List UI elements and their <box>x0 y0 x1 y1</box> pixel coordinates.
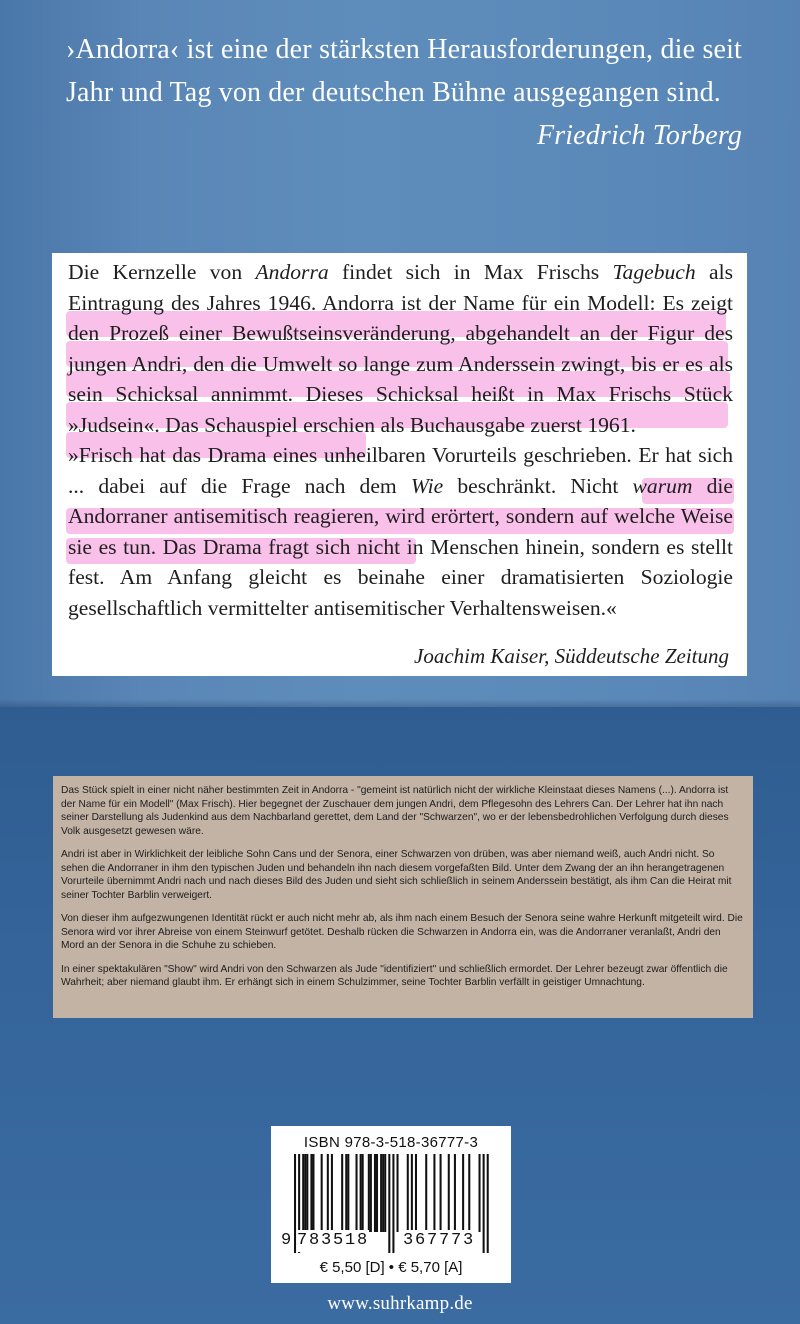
barcode-bar <box>462 1154 464 1232</box>
barcode-bar <box>360 1154 362 1232</box>
barcode-digits-left: 783518 <box>297 1231 370 1250</box>
barcode-bar <box>310 1154 312 1232</box>
barcode-bar <box>411 1154 413 1232</box>
barcode-bar <box>468 1154 470 1232</box>
text-run: findet sich in Max Frischs <box>328 260 613 284</box>
barcode-bar <box>370 1154 372 1232</box>
torberg-quote <box>66 28 742 151</box>
torberg-quote-text: ›Andorra‹ ist eine der stärksten Herausforderungen, die seit Jahr und Tag von der deutschen Bühne ausgegangen sind. <box>66 34 742 108</box>
torberg-attribution: Friedrich Torberg <box>536 120 742 151</box>
barcode-bar <box>433 1154 435 1232</box>
text-run: »Frisch hat das Drama eines unheilbaren Vorurteils geschrieben. Er hat sich ... dabei auf die Frage nach dem <box>68 443 733 498</box>
barcode-bar <box>347 1154 349 1232</box>
barcode-bar <box>380 1154 382 1232</box>
italic-run: warum <box>632 473 693 498</box>
barcode-bar <box>479 1154 481 1232</box>
italic-run: Tagebuch <box>612 260 696 284</box>
isbn-label: ISBN 978-3-518-36777-3 <box>303 1134 479 1151</box>
text-run: als Eintragung des Jahres 1946. Andorra ist der Name für ein Modell: Es zeigt den Prozeß einer Bewußtseinsveränderung, abgehandelt an der Figur des jungen Andri, den die Umwelt so lange zum Anderssein zwingt, bis er es als sein Schicksal annimmt. Dieses Schicksal heißt in Max Frischs Stück »Judsein«. Das Schauspiel erschien als Buchausgabe zuerst 1961. <box>68 260 733 437</box>
barcode-bar <box>397 1154 399 1232</box>
barcode-digits-right: 367773 <box>403 1231 476 1250</box>
barcode-bar <box>407 1154 409 1232</box>
summary-paragraph: In einer spektakulären "Show" wird Andri von den Schwarzen als Jude "identifiziert" und schließlich ermordet. Der Lehrer bezeugt zwar öffentlich die Wahrheit; aber niemand glaubt ihm. Er erhängt sich in einem Schulzimmer, seine Tochter Barblin verfällt in geistiger Umnachtung. <box>61 963 728 988</box>
barcode-bar <box>304 1154 306 1232</box>
review-paragraph-2 <box>68 440 733 623</box>
kaiser-attribution: Joachim Kaiser, Süddeutsche Zeitung <box>414 644 729 668</box>
barcode-bar <box>440 1154 442 1232</box>
barcode-bar <box>448 1154 450 1232</box>
barcode-bar <box>356 1154 358 1232</box>
barcode-bar <box>362 1154 364 1232</box>
barcode-bar <box>327 1154 329 1232</box>
plot-summary-box <box>53 776 753 1018</box>
review-box <box>52 253 747 676</box>
italic-run: Wie <box>410 473 444 498</box>
summary-paragraph: Andri ist aber in Wirklichkeit der leibliche Sohn Cans und der Senora, einer Schwarzen von drüben, was aber niemand weiß, auch Andri nicht. So sehen die Andorraner in ihm den typischen Juden und behandeln ihn nach diesem vorgefaßten Bild. Unter dem Zwang der an ihn herangetragenen Vorurteile übernimmt Andri nach und nach dieses Bild des Juden und sieht sich schließlich in seinem Anderssein bestätigt, als ihm Can die Heirat mit seiner Tochter Barblin verweigert. <box>61 849 732 901</box>
summary-paragraph: Das Stück spielt in einer nicht näher bestimmten Zeit in Andorra - "gemeint ist natürlich nicht der wirkliche Kleinstaat dieses Namens (...). Andorra ist der Name für ein Modell" (Max Frisch). Hier begegnet der Zuschauer dem jungen Andri, dem Pflegesohn des Lehrers Can. Der Lehrer hat ihn nach seiner Darstellung als Judenkind aus dem Nachbarland gerettet, dem Land der "Schwarzen", wo er der lebensbedrohlichen Verfolgung durch dieses Volk ausgesetzt gewesen wäre. <box>61 785 729 837</box>
barcode-bar <box>376 1154 378 1232</box>
review-paragraph-1 <box>68 257 733 440</box>
barcode-bar <box>341 1154 343 1232</box>
publisher-website: www.suhrkamp.de <box>327 1293 473 1314</box>
barcode-bar <box>374 1154 376 1232</box>
barcode-bar <box>382 1154 384 1232</box>
price-label: € 5,50 [D] • € 5,70 [A] <box>319 1259 463 1276</box>
barcode-box <box>271 1126 511 1283</box>
review-text <box>68 257 733 623</box>
text-run: beschränkt. Nicht <box>443 473 633 498</box>
barcode-bar <box>345 1154 347 1232</box>
barcode-bar <box>425 1154 427 1232</box>
text-run: die Andorraner antisemitisch reagieren, wird erörtert, sondern auf welche Weise sie es tun. Das Drama fragt sich nicht in Menschen hinein, sondern es stellt fest. Am Anfang gleicht es beinahe einer dramatisierten Soziologie gesellschaftlich vermittelter antisemitischer Verhaltensweisen.« <box>68 473 733 620</box>
barcode-bar <box>384 1154 386 1232</box>
barcode-digit-first: 9 <box>281 1231 292 1250</box>
barcode-bar <box>306 1154 308 1232</box>
barcode-bar <box>368 1154 370 1232</box>
barcode-bar <box>331 1154 333 1232</box>
text-run: Die Kernzelle von <box>68 260 256 284</box>
barcode-bar <box>302 1154 304 1232</box>
barcode-bar <box>312 1154 314 1232</box>
barcode-digits <box>281 1230 501 1252</box>
barcode-bar <box>321 1154 323 1232</box>
italic-run: Andorra <box>255 260 329 284</box>
barcode-bar <box>454 1154 456 1232</box>
summary-paragraph: Von dieser ihm aufgezwungenen Identität rückt er auch nicht mehr ab, als ihm nach einem Besuch der Senora seine wahre Herkunft mitgeteilt wird. Die Senora wird vor ihrer Abreise von einem Steinwurf getötet. Deshalb rücken die Schwarzen in Andorra ein, was die Andorraner veranlaßt, Andri den Mord an der Senora in die Schuhe zu schieben. <box>61 913 743 951</box>
barcode-bar <box>415 1154 417 1232</box>
